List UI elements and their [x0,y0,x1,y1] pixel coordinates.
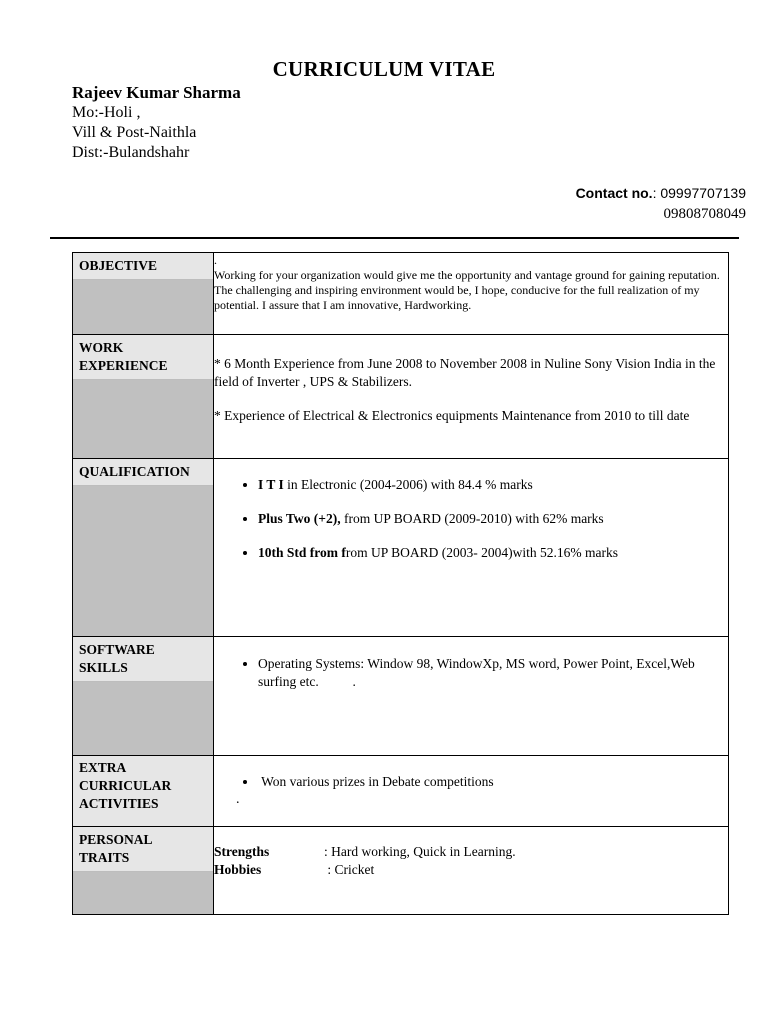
cv-table [72,252,729,915]
personal-label-cell [73,827,214,915]
strengths-label: Strengths [214,844,270,859]
address-line-1: Mo:-Holi , [72,104,141,121]
personal-label-line-2: TRAITS [79,850,130,865]
label-shading [73,280,213,334]
personal-label [73,827,213,872]
label-shading [73,486,213,636]
qualification-content [214,459,729,637]
qualification-item-title: Plus Two (+2), [258,511,341,526]
software-list [214,655,728,691]
qualification-item-detail: in Electronic (2004-2006) with 84.4 % marks [287,477,533,492]
software-item: • Operating Systems: Window 98, WindowXp, MS word, Power Point, Excel,Web surfing etc. . [258,655,728,691]
objective-row [73,253,729,335]
software-label-line-1: SOFTWARE [79,642,155,657]
software-content [214,637,729,756]
personal-label-line-1: PERSONAL [79,832,153,847]
work-item-2: * Experience of Electrical & Electronics equipments Maintenance from 2010 to till date [214,408,690,423]
qualification-label: QUALIFICATION [73,459,213,486]
phone-number-2: 09808708049 [663,206,746,222]
work-label-line-1: WORK [79,340,124,355]
header-divider [50,237,739,239]
qualification-item [258,545,728,561]
work-label-cell [73,335,214,459]
extra-label [73,756,213,826]
hobbies-label: Hobbies [214,862,262,877]
qualification-item [258,477,728,493]
extra-label-cell [73,756,214,827]
contact-label: Contact no. [575,185,653,201]
extra-item: • Won various prizes in Debate competitions [258,774,728,790]
strengths-value: : Hard working, Quick in Learning. [324,844,516,859]
extra-content [214,756,729,827]
objective-label-cell [73,253,214,335]
phone-number-1: 09997707139 [660,185,746,201]
qualification-row [73,459,729,637]
objective-content [214,253,729,335]
candidate-name: Rajeev Kumar Sharma [72,83,241,102]
contact-separator: : [652,185,661,201]
strengths-row [214,843,728,861]
label-shading [73,872,213,914]
qualification-item [258,511,728,527]
personal-row [73,827,729,915]
objective-label: OBJECTIVE [73,253,213,280]
work-content [214,335,729,459]
qualification-item-title: I T I [258,477,288,492]
software-row [73,637,729,756]
work-label [73,335,213,380]
contact-block [576,183,746,224]
extra-trailing-dot: . [236,792,240,807]
extra-row [73,756,729,827]
qualification-item-detail: from UP BOARD (2009-2010) with 62% marks [340,511,604,526]
extra-list [214,774,728,790]
work-label-line-2: EXPERIENCE [79,358,168,373]
personal-content [214,827,729,915]
software-label-line-2: SKILLS [79,660,128,675]
address-line-3: Dist:-Bulandshahr [72,144,190,161]
extra-label-line-2: CURRICULAR [79,778,172,793]
label-shading [73,682,213,755]
objective-text: Working for your organization would give me the opportunity and vantage ground for gaining reputation. The challenging and inspiring environment would be, I hope, conducive for the full realization of my potential. I assure that I am innovative, Hardworking. [214,268,720,312]
hobbies-value: : Cricket [324,862,375,877]
page-title: CURRICULUM VITAE [272,57,496,81]
address-line-2: Vill & Post-Naithla [72,124,197,141]
work-item-1: * 6 Month Experience from June 2008 to November 2008 in Nuline Sony Vision India in the field of Inverter , UPS & Stabilizers. [214,356,716,389]
extra-label-line-3: ACTIVITIES [79,796,159,811]
qualification-item-title: 10th Std from f [258,545,346,560]
software-label [73,637,213,682]
qualification-item-detail: rom UP BOARD (2003- 2004)with 52.16% marks [345,545,618,560]
software-label-cell [73,637,214,756]
label-shading [73,380,213,458]
objective-dot: . [214,253,217,267]
qualification-label-cell [73,459,214,637]
qualification-list [214,477,728,561]
extra-label-line-1: EXTRA [79,760,127,775]
hobbies-row [214,861,728,879]
work-row [73,335,729,459]
